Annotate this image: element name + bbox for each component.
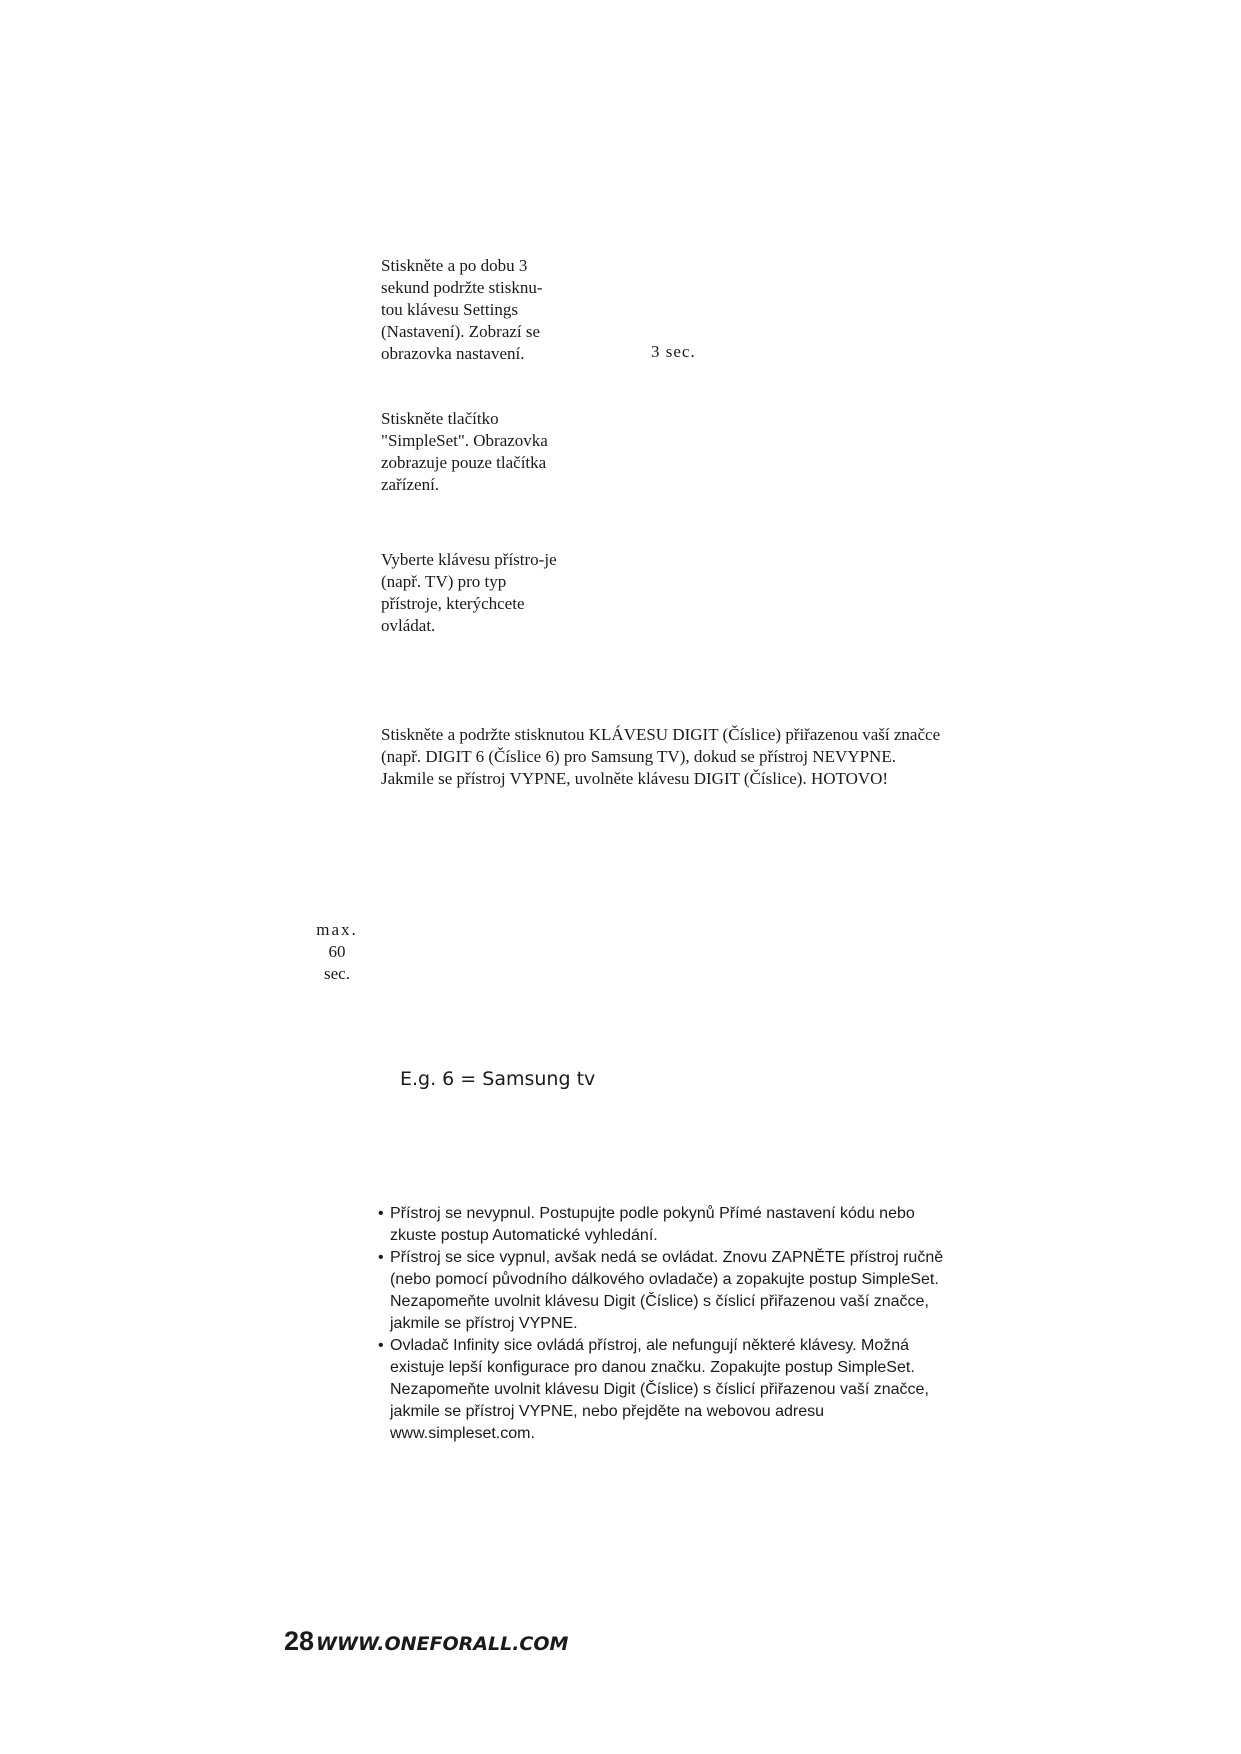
step-4-instruction: Stiskněte a podržte stisknutou KLÁVESU DIGIT (Číslice) přiřazenou vaší značce (např. DIGIT 6 (Číslice 6) pro Samsung TV), dokud se přístroj NEVYPNE. Jakmile se přístroj VYPNE, uvolněte klávesu DIGIT (Číslice). HOTOVO! [381,725,941,788]
bullet-icon: • [378,1205,384,1222]
max-value: 60 [328,942,346,961]
step-1-instruction: Stiskněte a po dobu 3 sekund podržte stisknu-tou klávesu Settings (Nastavení). Zobrazí se obrazovka nastavení. [381,256,543,363]
hold-duration-label: 3 sec. [651,342,696,361]
max-text: max. [316,920,358,939]
list-item [378,1203,948,1247]
tip-text: Ovladač Infinity sice ovládá přístroj, ale nefungují některé klávesy. Možná existuje lepší konfigurace pro danou značku. Zopakujte postup SimpleSet. Nezapomeňte uvolnit klávesu Digit (Číslice) s číslicí přiřazenou vaší značce, jakmile se přístroj VYPNE, nebo přejděte na webovou adresu www.simpleset.com. [390,1337,929,1442]
example-caption: E.g. 6 = Samsung tv [400,1068,596,1090]
max-unit: sec. [324,964,350,983]
step-2-instruction: Stiskněte tlačítko "SimpleSet". Obrazovka zobrazuje pouze tlačítka zařízení. [381,409,548,494]
list-item [378,1247,948,1335]
page-footer [284,1626,568,1657]
bullet-icon: • [378,1249,384,1266]
tip-text: Přístroj se sice vypnul, avšak nedá se ovládat. Znovu ZAPNĚTE přístroj ručně (nebo pomocí původního dálkového ovladače) a zopakujte postup SimpleSet. Nezapomeňte uvolnit klávesu Digit (Číslice) s číslicí přiřazenou vaší značce, jakmile se přístroj VYPNE. [390,1249,944,1332]
step-3-instruction: Vyberte klávesu přístro-je (např. TV) pro typ přístroje, kterýchcete ovládat. [381,550,557,635]
troubleshooting-list [378,1203,948,1445]
tip-text: Přístroj se nevypnul. Postupujte podle pokynů Přímé nastavení kódu nebo zkuste postup Automatické vyhledání. [390,1205,915,1244]
list-item [378,1335,948,1445]
max-time-label [310,919,364,985]
page-number: 28 [284,1626,315,1656]
website-link[interactable]: WWW.ONEFORALL.COM [316,1633,569,1655]
bullet-icon: • [378,1337,384,1354]
